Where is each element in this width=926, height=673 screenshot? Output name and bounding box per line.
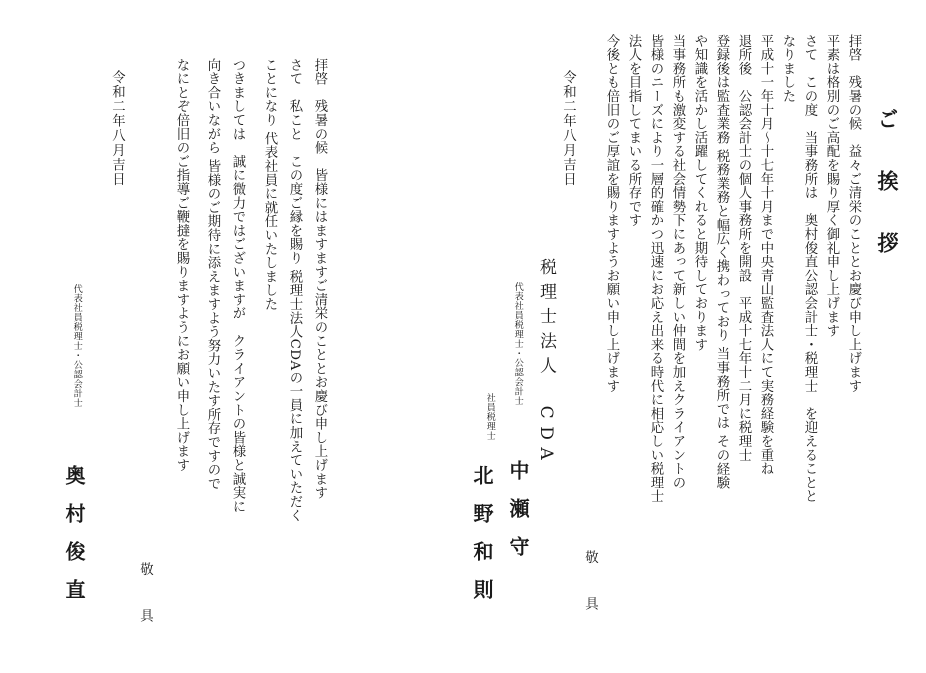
body-line-3: さて この度 当事務所は 奥村俊直公認会計士・税理士 を迎えることと (802, 34, 817, 504)
letter-date: 令和二年八月吉日 (560, 70, 576, 187)
representative-name: 中瀬守 (506, 460, 530, 574)
representative-title: 代表社員税理士・公認会計士 (512, 282, 524, 406)
body-line-1: 拝啓 残暑の候 益々ご清栄のこととお慶び申し上げます (846, 34, 861, 393)
body-line-11: 法人を目指してまいる所存です (626, 34, 641, 228)
body-line-1: 拝啓 残暑の候 皆様にはますますご清栄のこととお慶び申し上げます (312, 58, 327, 500)
body-line-4: つきましては 誠に微力ではございますが クライアントの皆様と誠実に (230, 58, 245, 514)
signer-name: 奥村俊直 (62, 465, 86, 617)
body-line-6: 退所後 公認会計士の個人事務所を開設 平成十七年十二月に税理士 (736, 34, 751, 462)
body-line-5: 平成十一年十月〜十七年十月まで中央青山監査法人にて実務経験を重ね (758, 34, 773, 476)
letter-title: ご 挨 拶 (875, 108, 900, 263)
greeting-letter-firm (463, 0, 926, 673)
closing-keigu: 敬 具 (582, 550, 598, 621)
letter-date: 令和二年八月吉日 (109, 70, 125, 187)
body-line-9: 当事務所も激変する社会情勢下にあって新しい仲間を加えクライアントの (670, 34, 685, 490)
body-line-2: 平素は格別のご高配を賜り厚く御礼申し上げます (824, 34, 839, 338)
signer-title: 代表社員税理士・公認会計士 (71, 284, 83, 408)
body-line-8: や知識を活かし活躍してくれると期待しております (692, 34, 707, 352)
body-line-6: なにとぞ倍旧のご指導ご鞭撻を賜りますようにお願い申し上げます (174, 58, 189, 472)
firm-name: 税理士法人 CDA (536, 258, 556, 468)
body-line-5: 向き合いながら 皆様のご期待に添えますよう努力いたす所存ですので (205, 58, 220, 491)
body-line-10: 皆様のニーズにより一層的確かつ迅速にお応え出来る時代に相応しい税理士 (648, 34, 663, 504)
closing-keigu: 敬 具 (137, 562, 153, 633)
staff-title: 社員税理士 (484, 393, 496, 441)
body-line-2: さて 私こと この度ご縁を賜り 税理士法人CDAの一員に加えていただく (287, 58, 302, 523)
staff-name: 北野和則 (470, 465, 494, 617)
body-line-12: 今後とも倍旧のご厚誼を賜りますようお願い申し上げます (604, 34, 619, 393)
body-line-3: ことになり 代表社員に就任いたしました (262, 58, 277, 312)
body-line-4: なりました (780, 34, 795, 103)
body-line-7: 登録後は監査業務 税務業務と幅広く携わっており 当事務所では その経験 (714, 34, 729, 490)
